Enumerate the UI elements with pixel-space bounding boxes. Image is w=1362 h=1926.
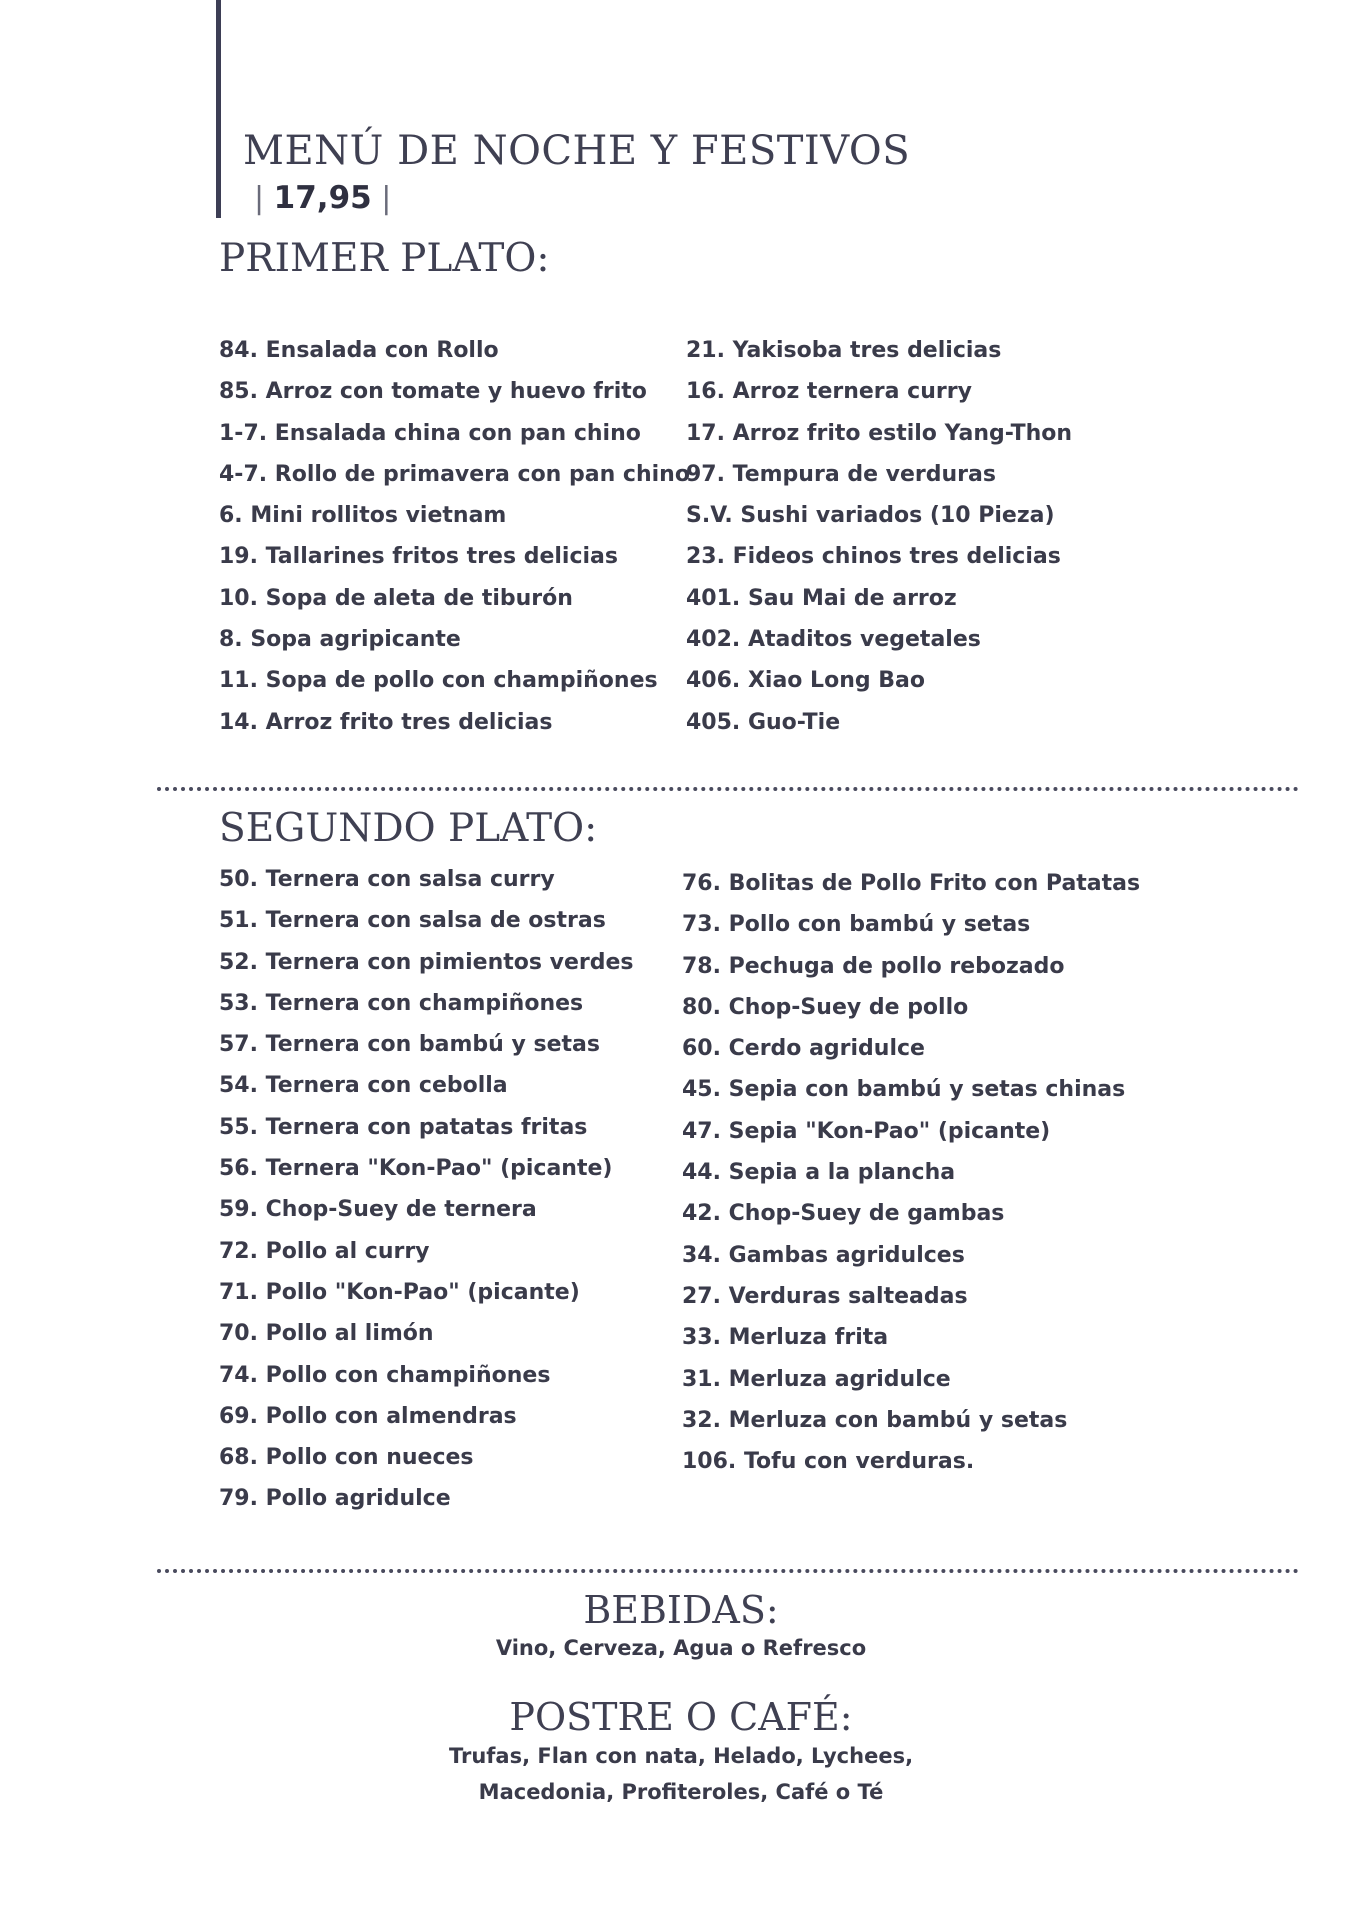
menu-item: 14. Arroz frito tres delicias: [219, 709, 553, 735]
menu-item: 27. Verduras salteadas: [682, 1283, 968, 1309]
segundo-plato-title: SEGUNDO PLATO:: [219, 806, 598, 851]
postre-text-line1: Trufas, Flan con nata, Helado, Lychees,: [448, 1744, 914, 1768]
menu-item: S.V. Sushi variados (10 Pieza): [686, 503, 1055, 529]
menu-item: 11. Sopa de pollo con champiñones: [219, 668, 658, 694]
menu-item: 73. Pollo con bambú y setas: [682, 912, 1031, 938]
menu-item: 76. Bolitas de Pollo Frito con Patatas: [682, 871, 1141, 896]
menu-item: 23. Fideos chinos tres delicias: [686, 544, 1061, 570]
menu-item: 84. Ensalada con Rollo: [219, 338, 499, 363]
menu-item: 50. Ternera con salsa curry: [219, 867, 555, 892]
menu-item: 16. Arroz ternera curry: [686, 379, 972, 405]
menu-item: 19. Tallarines fritos tres delicias: [219, 544, 618, 570]
menu-item: 53. Ternera con champiñones: [219, 990, 584, 1016]
menu-item: 34. Gambas agridulces: [682, 1242, 965, 1268]
menu-item: 56. Ternera "Kon-Pao" (picante): [219, 1156, 613, 1182]
menu-item: 17. Arroz frito estilo Yang-Thon: [686, 420, 1073, 446]
menu-item: 21. Yakisoba tres delicias: [686, 338, 1002, 363]
menu-item: 59. Chop-Suey de ternera: [219, 1197, 537, 1223]
menu-item: 60. Cerdo agridulce: [682, 1036, 925, 1062]
menu-price: [254, 180, 391, 216]
menu-item: 54. Ternera con cebolla: [219, 1073, 508, 1099]
menu-item: 6. Mini rollitos vietnam: [219, 503, 507, 529]
section-divider: [157, 1569, 1299, 1573]
primer-plato-right-list: [686, 330, 1072, 743]
segundo-plato-left-list: [219, 859, 634, 1520]
menu-item: 85. Arroz con tomate y huevo frito: [219, 379, 647, 405]
menu-item: 79. Pollo agridulce: [219, 1486, 451, 1512]
menu-item: 405. Guo-Tie: [686, 709, 841, 735]
menu-item: 68. Pollo con nueces: [219, 1445, 474, 1471]
menu-item: 51. Ternera con salsa de ostras: [219, 908, 606, 934]
menu-item: 406. Xiao Long Bao: [686, 668, 925, 694]
menu-item: 72. Pollo al curry: [219, 1238, 430, 1264]
menu-item: 45. Sepia con bambú y setas chinas: [682, 1077, 1126, 1103]
header-accent-bar: [216, 0, 221, 218]
menu-item: 44. Sepia a la plancha: [682, 1160, 956, 1186]
menu-item: 55. Ternera con patatas fritas: [219, 1114, 588, 1140]
primer-plato-title: PRIMER PLATO:: [219, 236, 550, 281]
menu-item: 71. Pollo "Kon-Pao" (picante): [219, 1279, 580, 1305]
menu-item: 52. Ternera con pimientos verdes: [219, 949, 634, 975]
menu-item: 401. Sau Mai de arroz: [686, 585, 957, 611]
menu-item: 69. Pollo con almendras: [219, 1403, 517, 1429]
menu-item: 402. Ataditos vegetales: [686, 627, 981, 653]
bebidas-text: Vino, Cerveza, Agua o Refresco: [495, 1636, 867, 1660]
bebidas-title: BEBIDAS:: [583, 1588, 779, 1632]
menu-item: 42. Chop-Suey de gambas: [682, 1201, 1005, 1227]
menu-item: 78. Pechuga de pollo rebozado: [682, 953, 1065, 979]
menu-item: 33. Merluza frita: [682, 1325, 889, 1351]
menu-item: 106. Tofu con verduras.: [682, 1449, 975, 1475]
menu-title: MENÚ DE NOCHE Y FESTIVOS: [243, 128, 911, 174]
section-divider: [157, 787, 1299, 791]
postre-title: POSTRE O CAFÉ:: [509, 1695, 853, 1739]
menu-item: 57. Ternera con bambú y setas: [219, 1032, 600, 1058]
menu-item: 70. Pollo al limón: [219, 1321, 434, 1347]
price-divider-right: |: [371, 181, 392, 216]
menu-item: 31. Merluza agridulce: [682, 1366, 951, 1392]
menu-item: 1-7. Ensalada china con pan chino: [219, 420, 641, 446]
postre-text-line2: Macedonia, Profiteroles, Café o Té: [478, 1780, 884, 1804]
menu-item: 8. Sopa agripicante: [219, 627, 461, 653]
menu-item: 47. Sepia "Kon-Pao" (picante): [682, 1118, 1051, 1144]
menu-item: 10. Sopa de aleta de tiburón: [219, 585, 573, 611]
price-divider-left: |: [254, 181, 274, 216]
price-value: 17,95: [273, 180, 372, 216]
menu-item: 74. Pollo con champiñones: [219, 1362, 551, 1388]
menu-item: 4-7. Rollo de primavera con pan chino: [219, 461, 690, 487]
segundo-plato-right-list: [682, 863, 1140, 1482]
menu-item: 32. Merluza con bambú y setas: [682, 1407, 1068, 1433]
primer-plato-left-list: [219, 330, 690, 743]
menu-item: 97. Tempura de verduras: [686, 461, 996, 487]
menu-item: 80. Chop-Suey de pollo: [682, 994, 969, 1020]
